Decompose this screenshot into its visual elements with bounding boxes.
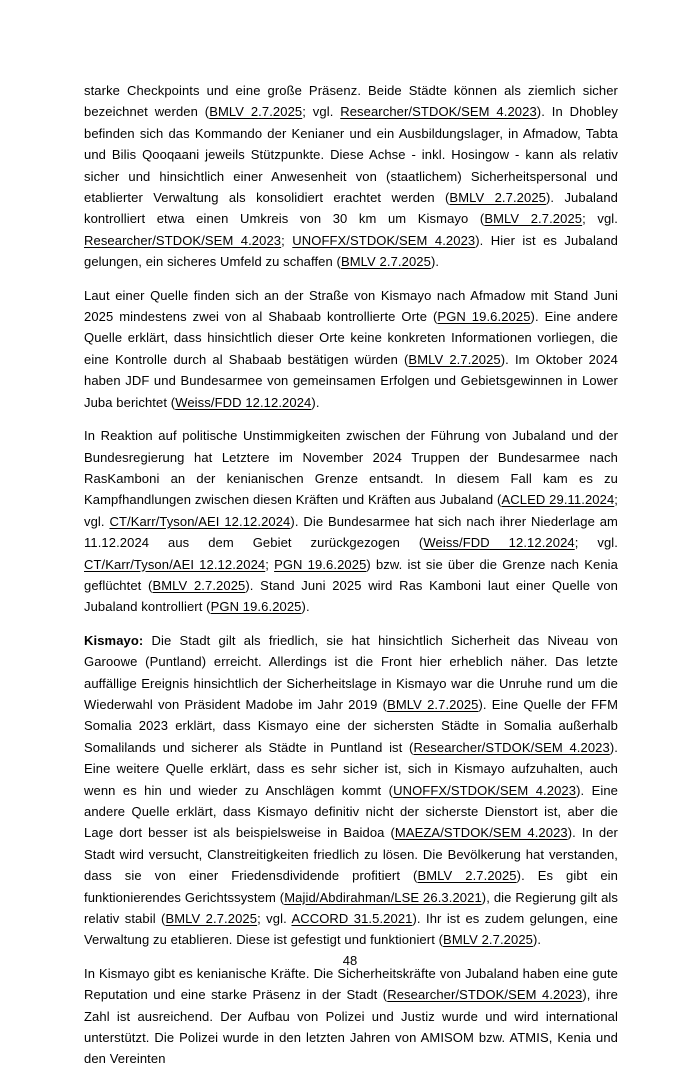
text-run: ). Die Bundesarmee hat sich nach ihrer Niederlage am 11.12.2024 aus dem Gebiet zurückgezogen ( — [84, 513, 618, 551]
citation-link[interactable]: ACCORD 31.5.2021 — [291, 911, 413, 927]
text-run: ; vgl. — [582, 211, 618, 227]
text-run: ) bzw. ist sie über die Grenze nach Kenia geflüchtet ( — [84, 556, 618, 593]
text-run: Die Stadt gilt als friedlich, sie hat hinsichtlich Sicherheit das Niveau von Garoowe (Puntland) erreicht. Allerdings ist die Front hier erheblich näher. Das letzte auffällige Ereignis hinsichtlich der Sicherheitslage in Kismayo war die Unruhe rund um die Wiederwahl von Präsident Madobe im Jahr 2019 ( — [84, 632, 618, 712]
text-run: Laut einer Quelle finden sich an der Straße von Kismayo nach Afmadow mit Stand Juni 2025 mindestens zwei von al Shabaab kontrollierte Orte ( — [84, 287, 618, 325]
citation-link[interactable]: Weiss/FDD 12.12.2024 — [423, 535, 575, 551]
text-run: ). Eine weitere Quelle erklärt, dass es sehr sicher ist, sich in Kismayo aufzuhalten, auch wenn es hin und wieder zu Anschlägen kommt ( — [84, 739, 618, 798]
text-run: In Reaktion auf politische Unstimmigkeiten zwischen der Führung von Jubaland und der Bundesregierung hat Letztere im November 2024 Truppen der Bundesarmee nach RasKamboni an der kenianischen Grenze entsandt. In diesem Fall kam es zu Kampfhandlungen zwischen diesen Kräften und Kräften aus Jubaland ( — [84, 428, 618, 508]
citation-link[interactable]: BMLV 2.7.2025 — [408, 351, 501, 367]
citation-link[interactable]: MAEZA/STDOK/SEM 4.2023 — [394, 825, 568, 841]
page-number: 48 — [342, 953, 358, 968]
paragraph — [84, 963, 618, 1070]
text-run: ). Eine andere Quelle erklärt, dass hinsichtlich dieser Orte keine konkreten Informationen vorliegen, die eine Kontrolle durch al Shabaab bestätigen würden ( — [84, 309, 619, 367]
citation-link[interactable]: BMLV 2.7.2025 — [443, 932, 533, 948]
citation-link[interactable]: CT/Karr/Tyson/AEI 12.12.2024 — [109, 513, 291, 529]
citation-link[interactable]: Researcher/STDOK/SEM 4.2023 — [413, 739, 610, 755]
citation-link[interactable]: PGN 19.6.2025 — [274, 556, 367, 572]
paragraph — [84, 80, 618, 273]
citation-link[interactable]: Majid/Abdirahman/LSE 26.3.2021 — [284, 889, 482, 905]
citation-link[interactable]: PGN 19.6.2025 — [437, 309, 531, 325]
text-run: ; vgl. — [84, 492, 618, 529]
text-run: ). — [301, 599, 310, 615]
text-run: ; vgl. — [574, 535, 618, 551]
paragraph — [84, 630, 618, 951]
citation-link[interactable]: BMLV 2.7.2025 — [449, 190, 546, 206]
text-run: starke Checkpoints und eine große Präsenz. Beide Städte können als ziemlich sicher bezeichnet werden ( — [84, 83, 618, 120]
citation-link[interactable]: Weiss/FDD 12.12.2024 — [175, 394, 312, 410]
citation-link[interactable]: BMLV 2.7.2025 — [387, 696, 479, 712]
citation-link[interactable]: UNOFFX/STDOK/SEM 4.2023 — [393, 782, 577, 798]
text-run: ; — [281, 232, 293, 248]
text-run: ). Es gibt ein funktionierendes Gerichtssystem ( — [84, 868, 618, 905]
document-body — [84, 80, 618, 1070]
citation-link[interactable]: Researcher/STDOK/SEM 4.2023 — [340, 104, 537, 120]
text-run: ). Eine Quelle der FFM Somalia 2023 erklärt, dass Kismayo eine der sichersten Städte in Somalia außerhalb Somalilands und sicherer als Städte in Puntland ist ( — [84, 696, 618, 755]
text-run: ), die Regierung gilt als relativ stabil ( — [84, 889, 618, 927]
text-run: ). Im Oktober 2024 haben JDF und Bundesarmee von gemeinsamen Erfolgen und Gebietsgewinnen in Lower Juba berichtet ( — [84, 351, 618, 410]
citation-link[interactable]: BMLV 2.7.2025 — [209, 104, 303, 120]
citation-link[interactable]: PGN 19.6.2025 — [210, 599, 302, 615]
citation-link[interactable]: BMLV 2.7.2025 — [340, 254, 431, 270]
citation-link[interactable]: ACLED 29.11.2024 — [501, 492, 615, 508]
text-run: ). Stand Juni 2025 wird Ras Kamboni laut einer Quelle von Jubaland kontrolliert ( — [84, 577, 619, 615]
paragraph — [84, 425, 618, 618]
citation-link[interactable]: BMLV 2.7.2025 — [484, 211, 583, 227]
citation-link[interactable]: BMLV 2.7.2025 — [152, 577, 246, 593]
bold-text: Kismayo: — [84, 632, 144, 648]
citation-link[interactable]: BMLV 2.7.2025 — [417, 868, 517, 884]
text-run: ; vgl. — [257, 911, 292, 927]
text-run: ). — [311, 394, 320, 410]
text-run: ; — [265, 556, 275, 572]
text-run: ). In Dhobley befinden sich das Kommando der Kenianer und ein Ausbildungslager, in Afmadow, Tabta und Bilis Qooqaani jeweils Stützpunkte. Diese Achse - inkl. Hosingow - kann als relativ sicher und hinsichtlich einer Anwesenheit von (staatlichem) Sicherheitspersonal und etablierter Verwaltung als konsolidiert erachtet werden ( — [84, 104, 619, 206]
citation-link[interactable]: CT/Karr/Tyson/AEI 12.12.2024 — [84, 556, 266, 572]
citation-link[interactable]: BMLV 2.7.2025 — [165, 911, 258, 927]
text-run: ), ihre Zahl ist ausreichend. Der Aufbau von Polizei und Justiz wurde und wird international unterstützt. Die Polizei wurde in den letzten Jahren von AMISOM bzw. ATMIS, Kenia und den Vereinten — [84, 987, 619, 1067]
text-run: ). — [533, 932, 542, 948]
text-run: ). Eine andere Quelle erklärt, dass Kismayo definitiv nicht der sicherste Dienstort ist, aber die Lage dort besser ist als beispielsweise in Baidoa ( — [84, 782, 619, 841]
text-run: ). Jubaland kontrolliert etwa einen Umkreis von 30 km um Kismayo ( — [84, 190, 619, 227]
paragraph — [84, 285, 618, 413]
text-run: ). Ihr ist es zudem gelungen, eine Verwaltung zu etablieren. Diese ist gefestigt und funktioniert ( — [84, 911, 618, 948]
page-footer — [0, 953, 700, 968]
text-run: ). — [430, 254, 440, 270]
text-run: In Kismayo gibt es kenianische Kräfte. Die Sicherheitskräfte von Jubaland haben eine gute Reputation und eine starke Präsenz in der Stadt ( — [84, 965, 618, 1003]
citation-link[interactable]: UNOFFX/STDOK/SEM 4.2023 — [292, 232, 476, 248]
text-run: ). Hier ist es Jubaland gelungen, ein sicheres Umfeld zu schaffen ( — [84, 232, 618, 270]
text-run: ). In der Stadt wird versucht, Clanstreitigkeiten friedlich zu lösen. Die Bevölkerung hat verstanden, dass sie von einer Friedensdividende profitiert ( — [84, 825, 618, 884]
citation-link[interactable]: Researcher/STDOK/SEM 4.2023 — [84, 232, 282, 248]
citation-link[interactable]: Researcher/STDOK/SEM 4.2023 — [387, 987, 583, 1003]
text-run: ; vgl. — [302, 104, 341, 120]
